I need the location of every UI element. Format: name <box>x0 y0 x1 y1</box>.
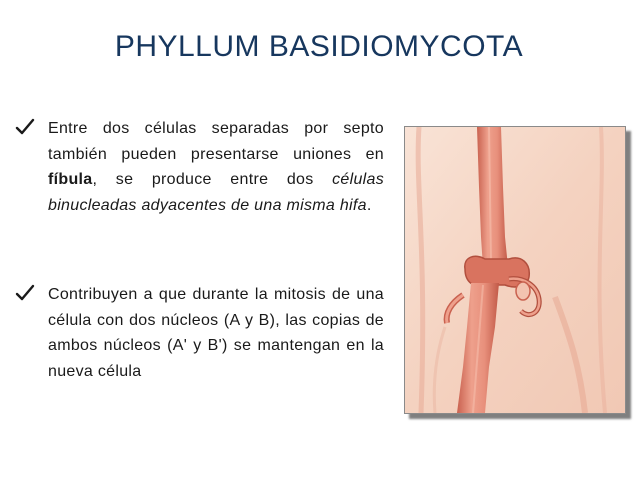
bullet-text <box>48 116 384 218</box>
clamp-connection-illustration <box>405 127 625 413</box>
page-title: PHYLLUM BASIDIOMYCOTA <box>114 30 524 63</box>
bullet-text: Contribuyen a que durante la mitosis de una célula con dos núcleos (A y B), las copias de ambos núcleos (A' y B') se mantengan en la nueva célula <box>48 286 384 380</box>
emphasis-phrase: células binucleadas adyacentes de una misma hifa <box>48 171 384 214</box>
bullet-item-mitosis <box>14 282 384 384</box>
bullet-text-part: . <box>366 196 372 214</box>
checkmark-icon <box>14 282 36 304</box>
micrograph-image <box>404 126 626 414</box>
bullet-text-part: , se produce entre dos <box>92 171 333 188</box>
bullet-item-clamp <box>14 116 384 218</box>
bullet-text-part: Entre dos células separadas por septo también pueden presentarse uniones en <box>48 120 384 163</box>
term-fibula: fíbula <box>48 171 93 188</box>
checkmark-icon <box>14 116 36 138</box>
